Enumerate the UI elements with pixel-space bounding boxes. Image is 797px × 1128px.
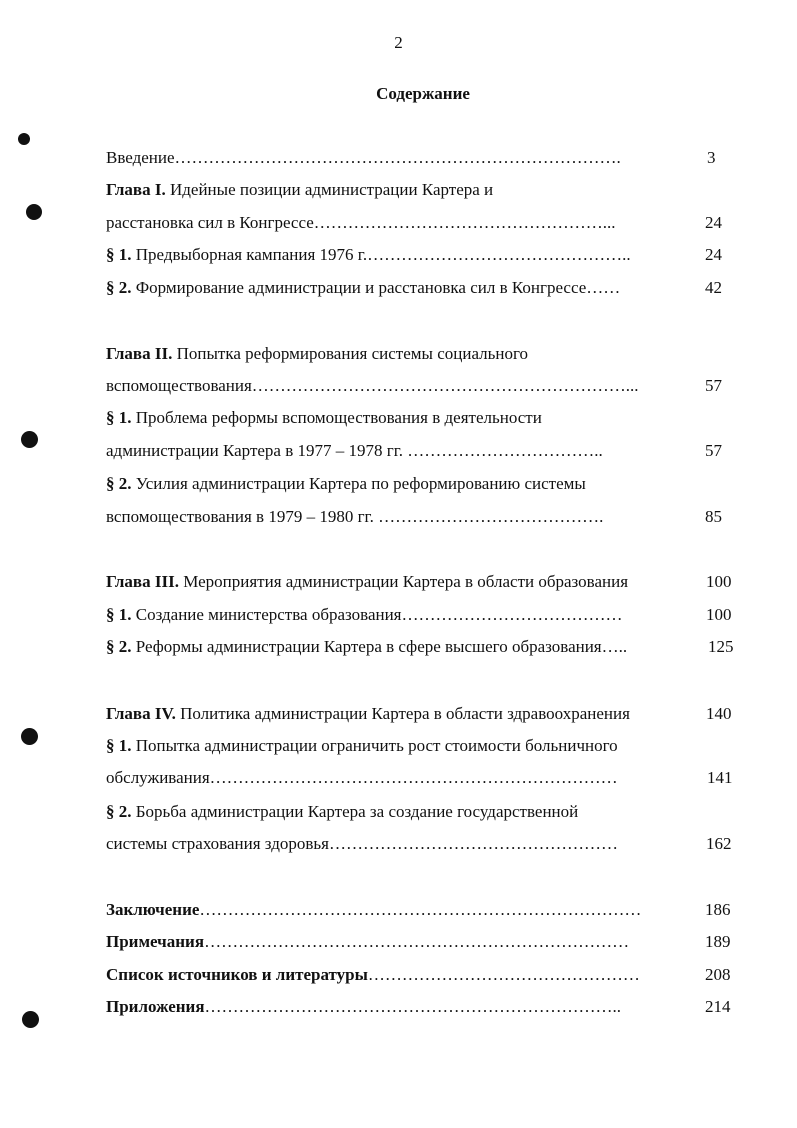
toc-entry-text: системы страхования здоровья…………………………………………… <box>106 834 618 853</box>
toc-entry <box>106 408 542 428</box>
punch-hole-mark <box>21 728 38 745</box>
page-number: 2 <box>394 33 403 52</box>
toc-entry <box>106 768 618 788</box>
toc-entry-text: Предвыборная кампания 1976 г.……………………………………….. <box>131 245 631 264</box>
toc-entry-bold: Список источников и литературы <box>106 965 368 984</box>
toc-entry-bold: Примечания <box>106 932 205 951</box>
toc-entry <box>106 441 603 461</box>
toc-entry <box>106 572 628 592</box>
toc-entry-bold: Глава I. <box>106 180 166 199</box>
toc-entry-text: Создание министерства образования………………………………… <box>131 605 623 624</box>
toc-entry-bold: Глава III. <box>106 572 179 591</box>
toc-entry-bold: § 1. <box>106 408 132 427</box>
toc-entry <box>106 344 528 364</box>
toc-page-ref: 57 <box>705 441 722 460</box>
page-title: Содержание <box>376 84 470 103</box>
toc-page-ref: 42 <box>705 278 722 297</box>
toc-page-ref: 3 <box>707 148 716 167</box>
toc-entry <box>106 932 629 952</box>
toc-entry-bold: § 1. <box>106 245 132 264</box>
toc-page-ref: 162 <box>706 834 732 853</box>
toc-page-ref: 85 <box>705 507 722 526</box>
toc-entry-text: администрации Картера в 1977 – 1978 гг. …………………………….. <box>106 441 603 460</box>
toc-entry <box>106 474 586 494</box>
toc-entry-text: Формирование администрации и расстановка сил в Конгрессе…… <box>131 278 621 297</box>
toc-page-ref: 100 <box>706 605 732 624</box>
toc-page-ref: 214 <box>705 997 731 1016</box>
toc-entry-text: Идейные позиции администрации Картера и <box>165 180 494 199</box>
toc-page-ref: 24 <box>705 213 722 232</box>
toc-entry-text: обслуживания……………………………………………………………… <box>106 768 618 787</box>
punch-hole-mark <box>21 431 38 448</box>
toc-entry-text: вспомоществования в 1979 – 1980 гг. …………………………………. <box>106 507 604 526</box>
toc-entry-bold: § 2. <box>106 637 132 656</box>
toc-entry-bold: § 2. <box>106 278 132 297</box>
toc-entry <box>106 900 641 920</box>
toc-entry <box>106 605 623 625</box>
toc-entry-text: Мероприятия администрации Картера в области образования <box>178 572 629 591</box>
toc-entry <box>106 736 618 756</box>
toc-entry <box>106 148 621 168</box>
toc-page-ref: 125 <box>708 637 734 656</box>
toc-page-ref: 24 <box>705 245 722 264</box>
toc-entry-bold: § 1. <box>106 605 132 624</box>
toc-entry-text: Введение……………………………………………………………………. <box>106 148 621 167</box>
toc-page-ref: 57 <box>705 376 722 395</box>
toc-entry <box>106 376 639 396</box>
toc-entry <box>106 213 616 233</box>
toc-page-ref: 141 <box>707 768 733 787</box>
toc-entry-text: Попытка администрации ограничить рост стоимости больничного <box>131 736 618 755</box>
toc-entry-text: Борьба администрации Картера за создание государственной <box>131 802 579 821</box>
toc-entry-text: ……………………………………………………………….. <box>204 997 622 1016</box>
toc-entry-bold: Приложения <box>106 997 205 1016</box>
toc-page-ref: 140 <box>706 704 732 723</box>
toc-entry-bold: Глава II. <box>106 344 173 363</box>
toc-entry-bold: § 2. <box>106 802 132 821</box>
toc-entry-text: ………………………………………… <box>367 965 640 984</box>
toc-entry <box>106 802 578 822</box>
toc-entry <box>106 965 640 985</box>
toc-entry-text: Проблема реформы вспомоществования в деятельности <box>131 408 542 427</box>
toc-entry <box>106 834 618 854</box>
toc-page-ref: 186 <box>705 900 731 919</box>
toc-entry-bold: Заключение <box>106 900 200 919</box>
toc-entry <box>106 997 621 1017</box>
toc-page-ref: 189 <box>705 932 731 951</box>
toc-entry-text: расстановка сил в Конгрессе……………………………………………... <box>106 213 616 232</box>
toc-entry-text: Усилия администрации Картера по реформированию системы <box>131 474 586 493</box>
toc-entry-bold: § 2. <box>106 474 132 493</box>
toc-entry-bold: § 1. <box>106 736 132 755</box>
toc-entry-text: Реформы администрации Картера в сфере высшего образования….. <box>131 637 628 656</box>
toc-entry-text: Политика администрации Картера в области здравоохранения <box>175 704 630 723</box>
toc-entry <box>106 507 603 527</box>
toc-page-ref: 208 <box>705 965 731 984</box>
toc-entry-text: ………………………………………………………………… <box>204 932 630 951</box>
punch-hole-mark <box>22 1011 39 1028</box>
toc-entry <box>106 704 630 724</box>
toc-entry-bold: Глава IV. <box>106 704 176 723</box>
toc-entry-text: Попытка реформирования системы социального <box>172 344 529 363</box>
toc-entry-text: …………………………………………………………………… <box>199 900 642 919</box>
toc-entry <box>106 637 627 657</box>
toc-entry-text: вспомоществования…………………………………………………………... <box>106 376 639 395</box>
toc-entry <box>106 245 631 265</box>
toc-page-ref: 100 <box>706 572 732 591</box>
toc-entry <box>106 180 493 200</box>
toc-entry <box>106 278 620 298</box>
punch-hole-mark <box>18 133 30 145</box>
punch-hole-mark <box>26 204 42 220</box>
